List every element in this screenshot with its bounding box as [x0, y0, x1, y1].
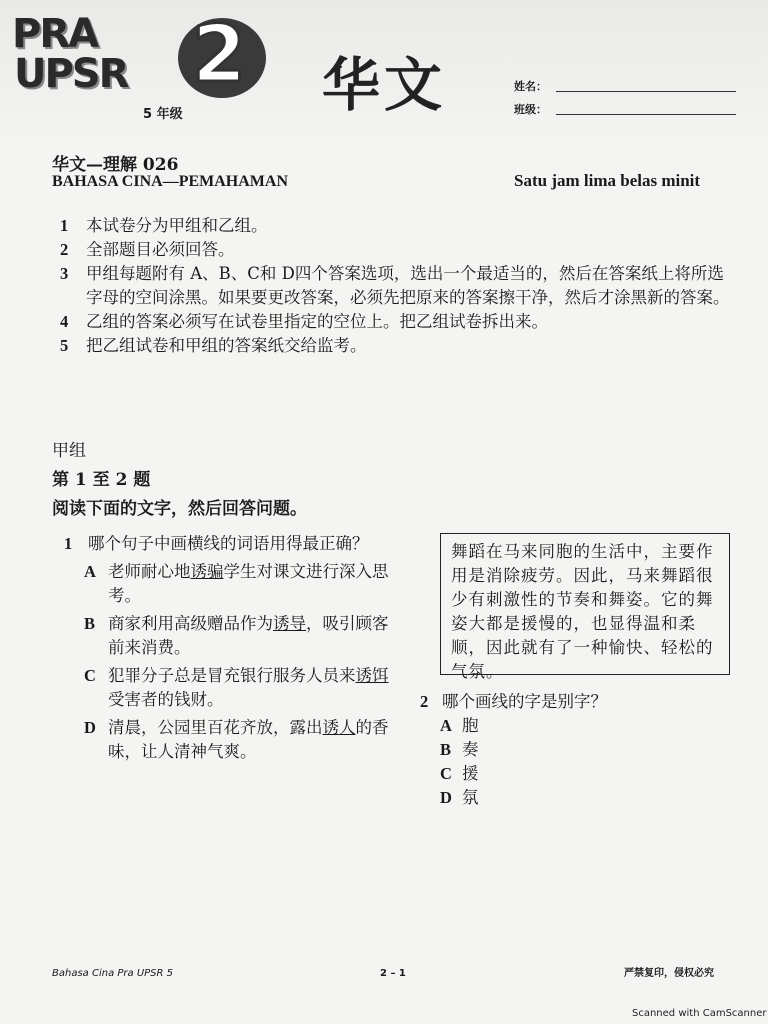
- question-text: 哪个句子中画横线的词语用得最正确？: [88, 534, 369, 553]
- option-d[interactable]: [420, 786, 607, 810]
- question-number: 1: [64, 534, 73, 553]
- class-label: 班级：: [514, 103, 547, 116]
- option-letter: D: [440, 788, 452, 807]
- question-stem: [420, 690, 607, 714]
- scanner-watermark: Scanned with CamScanner: [632, 1008, 767, 1019]
- logo-number: 2: [192, 10, 247, 100]
- instruction-number: 3: [60, 264, 69, 283]
- instruction-number: 1: [60, 216, 69, 235]
- paper-code: 华文—理解 026: [52, 155, 179, 175]
- instruction-number: 2: [60, 240, 69, 259]
- name-field-line[interactable]: [556, 90, 736, 92]
- underlined-word: 诱人: [322, 718, 356, 737]
- instruction-text: 本试卷分为甲组和乙组。: [86, 216, 268, 235]
- name-label: 姓名：: [514, 80, 547, 93]
- underlined-word: 诱骗: [190, 562, 224, 581]
- option-letter: A: [440, 716, 452, 735]
- option-text: 犯罪分子总是冒充银行服务人员来诱饵受害者的钱财。: [108, 666, 389, 709]
- option-letter: C: [440, 764, 452, 783]
- option-b[interactable]: [420, 738, 607, 762]
- underlined-word: 诱导: [273, 614, 306, 633]
- option-text: 援: [462, 764, 479, 783]
- instruction-text: 甲组每题附有 A、B、C和 D四个答案选项，选出一个最适当的，然后在答案纸上将所选字母的空间涂黑。如果要更改答案，必须先把原来的答案擦干净，然后才涂黑新的答案。: [86, 264, 730, 307]
- duration: Satu jam lima belas minit: [514, 171, 701, 190]
- option-text: 胞: [462, 716, 479, 735]
- option-b[interactable]: [64, 612, 394, 660]
- question-number: 2: [420, 692, 429, 711]
- option-d[interactable]: [64, 716, 394, 764]
- option-text: 清晨，公园里百花齐放，露出诱人的香味，让人清神气爽。: [108, 718, 389, 761]
- underlined-word: 诱饵: [355, 666, 389, 685]
- option-letter: D: [84, 718, 96, 737]
- instruction-item: [60, 310, 740, 334]
- reading-passage: 舞蹈在马来同胞的生活中，主要作用是消除疲劳。因此，马来舞蹈很少有刺激性的节奏和舞姿。它的舞姿大都是援慢的，也显得温和柔顺，因此就有了一种愉快、轻松的气氛。: [440, 533, 730, 675]
- option-c[interactable]: [420, 762, 607, 786]
- option-a[interactable]: [420, 714, 607, 738]
- option-text: 奏: [462, 740, 479, 759]
- question-text: 哪个画线的字是别字？: [442, 692, 607, 711]
- footer-page-number: 2 – 1: [380, 968, 406, 979]
- instruction-item: [60, 238, 740, 262]
- paper-name: BAHASA CINA—PEMAHAMAN: [52, 173, 288, 190]
- instruction-number: 4: [60, 312, 69, 331]
- option-c[interactable]: [64, 664, 394, 712]
- option-letter: B: [84, 614, 96, 633]
- option-text: 氛: [462, 788, 479, 807]
- logo-text-pra: PRA: [12, 11, 98, 57]
- grade-label: 5 年级: [143, 107, 183, 122]
- option-letter: A: [84, 562, 96, 581]
- option-letter: C: [84, 666, 96, 685]
- instruction-text: 把乙组试卷和甲组的答案纸交给监考。: [86, 336, 367, 355]
- instruction-number: 5: [60, 336, 69, 355]
- instruction-item: [60, 334, 740, 358]
- option-letter: B: [440, 740, 452, 759]
- question-2: [420, 690, 607, 810]
- instruction-item: [60, 262, 740, 310]
- logo-text-upsr: UPSR: [14, 51, 128, 97]
- class-field-line[interactable]: [556, 113, 736, 115]
- question-1: [64, 532, 394, 764]
- footer-book-title: Bahasa Cina Pra UPSR 5: [52, 968, 174, 979]
- footer-copyright: 严禁复印，侵权必究: [624, 968, 714, 979]
- directive: 阅读下面的文字，然后回答问题。: [52, 499, 307, 519]
- subject-title: 华文: [322, 51, 447, 119]
- instruction-item: [60, 214, 740, 238]
- question-range: 第 1 至 2 题: [52, 470, 151, 490]
- question-stem: [64, 532, 394, 556]
- instruction-text: 乙组的答案必须写在试卷里指定的空位上。把乙组试卷拆出来。: [86, 312, 548, 331]
- section-name: 甲组: [52, 441, 86, 461]
- instructions: [60, 214, 740, 358]
- option-text: 老师耐心地诱骗学生对课文进行深入思考。: [108, 562, 389, 605]
- instruction-text: 全部题目必须回答。: [86, 240, 235, 259]
- option-text: 商家利用高级赠品作为诱导，吸引顾客前来消费。: [108, 614, 389, 657]
- option-a[interactable]: [64, 560, 394, 608]
